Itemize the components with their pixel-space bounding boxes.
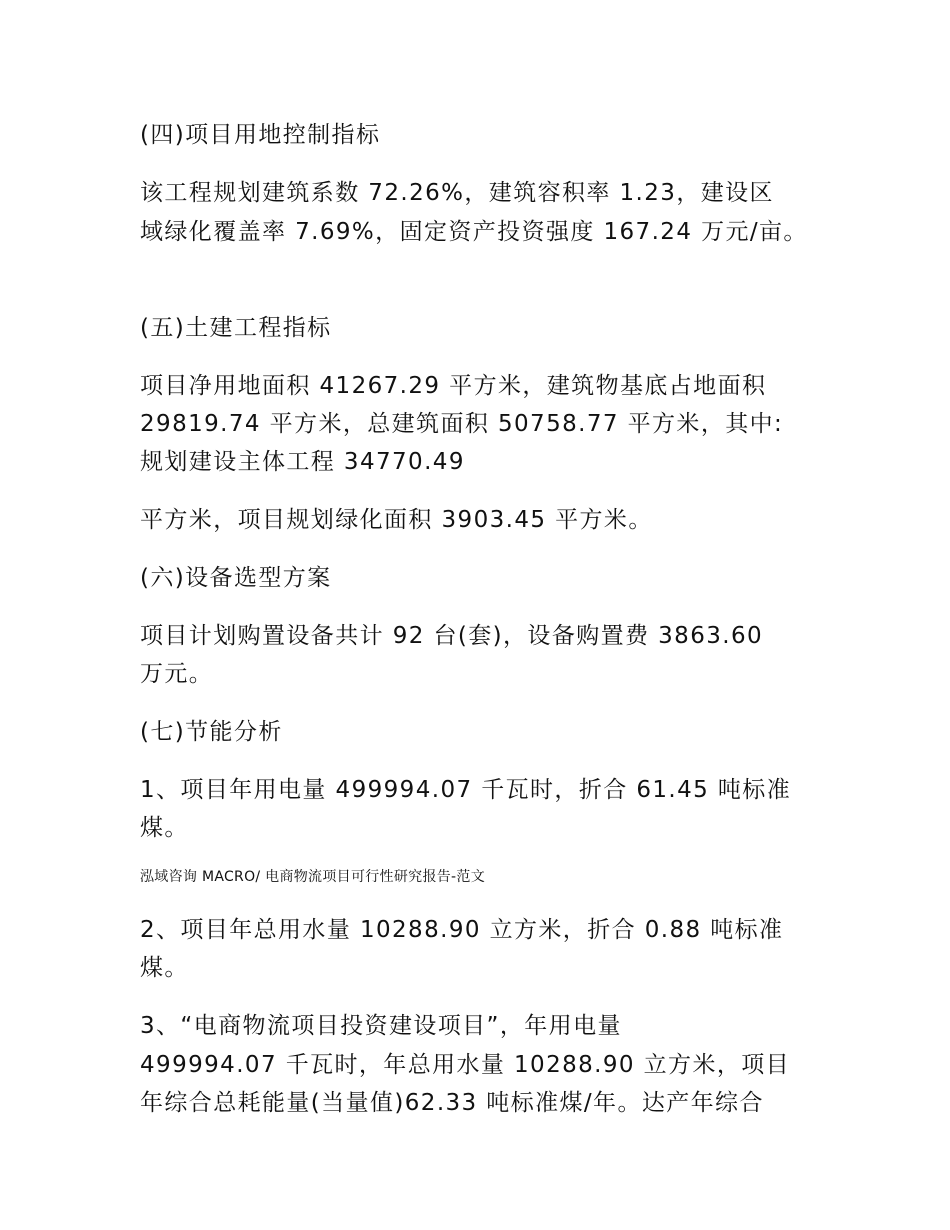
paragraph-line: 2、项目年总用水量 10288.90 立方米，折合 0.88 吨标准: [140, 917, 784, 943]
paragraph-line: 项目净用地面积 41267.29 平方米，建筑物基底占地面积: [140, 373, 767, 399]
paragraph-line: 该工程规划建筑系数 72.26%，建筑容积率 1.23，建设区: [140, 180, 774, 206]
paragraph-line: 域绿化覆盖率 7.69%，固定资产投资强度 167.24 万元/亩。: [140, 219, 808, 245]
paragraph-line: 项目计划购置设备共计 92 台(套)，设备购置费 3863.60: [140, 623, 764, 649]
paragraph-line: 29819.74 平方米，总建筑面积 50758.77 平方米，其中:: [140, 411, 784, 437]
page-footer: 泓域咨询 MACRO/ 电商物流项目可行性研究报告-范文: [140, 869, 486, 885]
paragraph-line: 年综合总耗能量(当量值)62.33 吨标准煤/年。达产年综合: [140, 1090, 764, 1116]
paragraph-line: 万元。: [140, 661, 214, 687]
paragraph-line: 3、“电商物流项目投资建设项目”，年用电量: [140, 1013, 622, 1039]
paragraph-line: 煤。: [140, 815, 189, 841]
section-heading-land-control: (四)项目用地控制指标: [140, 122, 381, 148]
paragraph-line: 规划建设主体工程 34770.49: [140, 449, 465, 475]
section-heading-equipment-selection: (六)设备选型方案: [140, 565, 332, 591]
section-heading-energy-analysis: (七)节能分析: [140, 719, 283, 745]
section-heading-civil-engineering: (五)土建工程指标: [140, 315, 332, 341]
paragraph-line: 平方米，项目规划绿化面积 3903.45 平方米。: [140, 507, 653, 533]
paragraph-line: 煤。: [140, 955, 189, 981]
paragraph-line: 1、项目年用电量 499994.07 千瓦时，折合 61.45 吨标准: [140, 777, 792, 803]
paragraph-line: 499994.07 千瓦时，年总用水量 10288.90 立方米，项目: [140, 1052, 791, 1078]
